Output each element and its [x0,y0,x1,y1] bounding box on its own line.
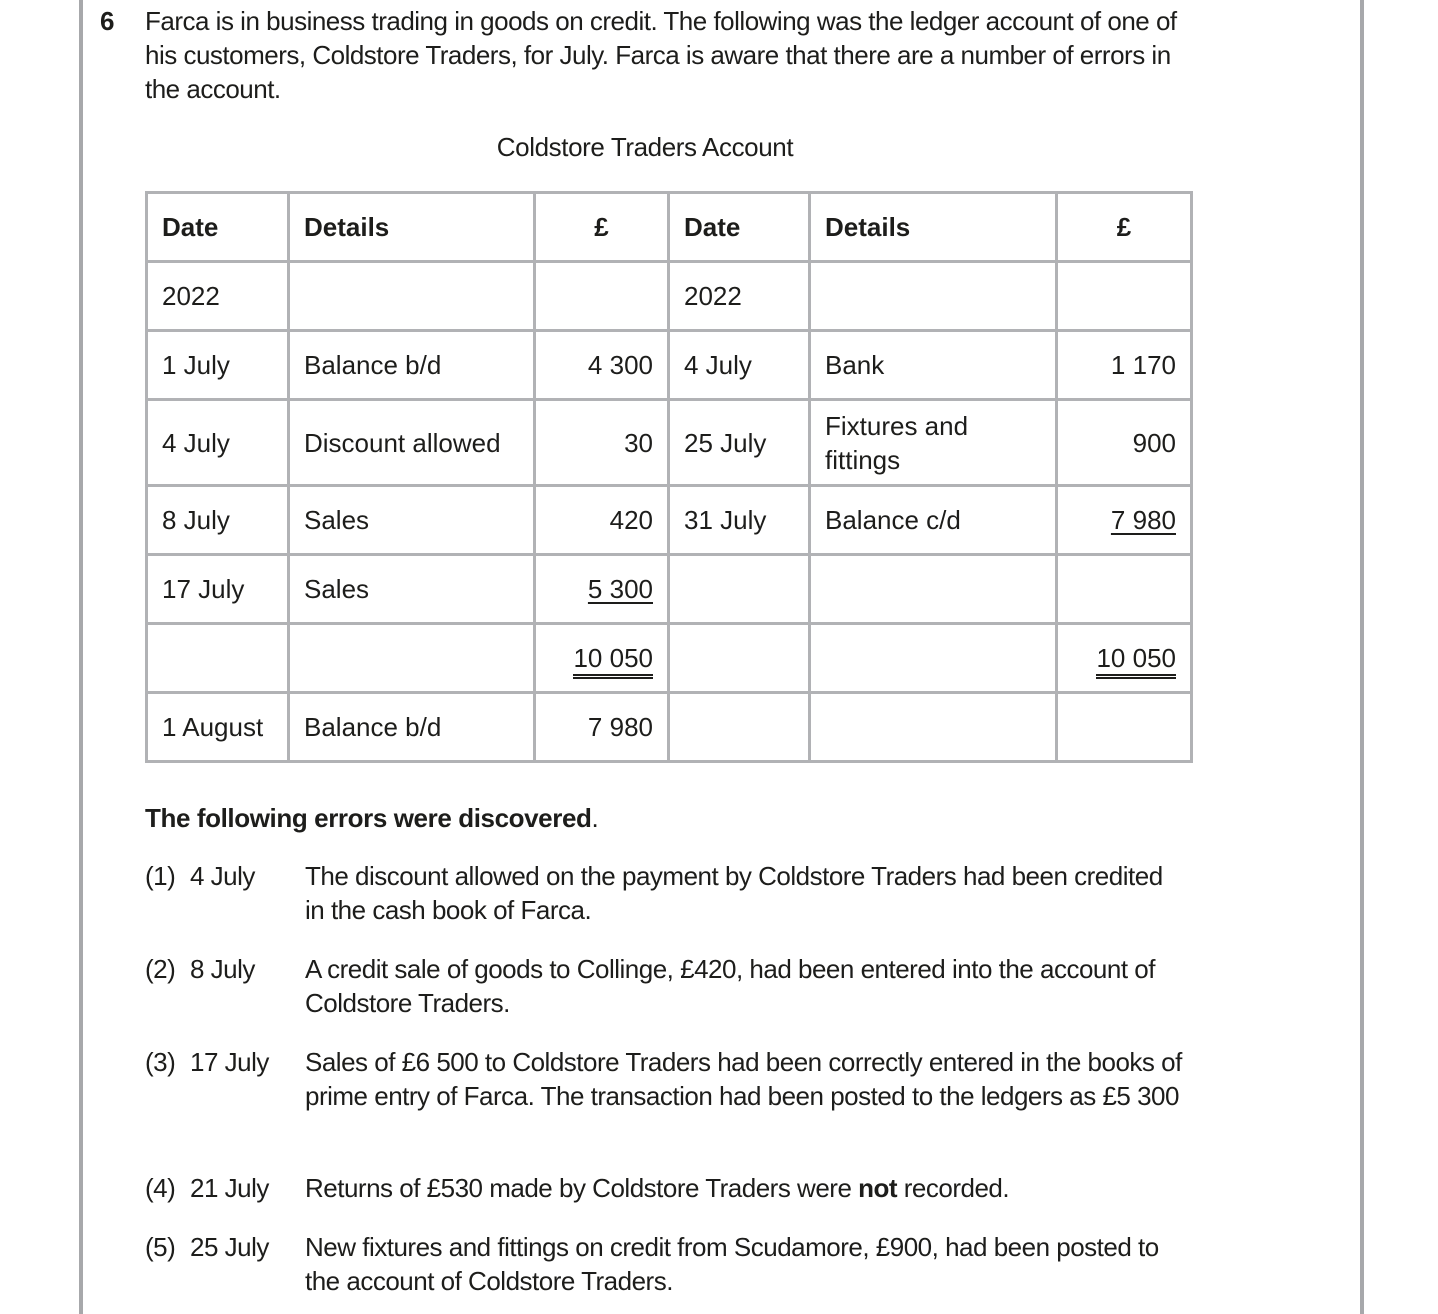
date-debit: 17 July [147,555,289,624]
error-text: A credit sale of goods to Collinge, £420, had been entered into the account of Coldstore Traders. [305,954,1155,1018]
header-date-credit: Date [669,193,810,262]
error-text-emphasis: not [858,1173,898,1203]
error-date: 17 July [190,1047,269,1077]
page-border-right [1360,0,1364,1314]
date-credit: 2022 [669,262,810,331]
amount-debit: 420 [535,486,669,555]
header-details-credit: Details [810,193,1057,262]
error-number: (2) [145,954,176,984]
amount-debit: 4 300 [535,331,669,400]
error-date: 21 July [190,1173,269,1203]
details-debit [289,262,535,331]
error-date: 8 July [190,954,255,984]
details-credit [810,624,1057,693]
date-debit: 1 August [147,693,289,762]
errors-heading-bold: The following errors were discovered [145,803,592,833]
question-intro: Farca is in business trading in goods on credit. The following was the ledger account of one of his customers, Coldstore Traders, for July. Farca is aware that there are a number of errors in the account. [145,6,1177,104]
date-credit [669,624,810,693]
error-text-before: Returns of £530 made by Coldstore Traders were [305,1173,859,1203]
error-text [305,1171,1185,1205]
error-text: New fixtures and fittings on credit from Scudamore, £900, had been posted to the account of Coldstore Traders. [305,1232,1159,1296]
details-credit: Balance c/d [810,486,1057,555]
total-debit-double-underlined: 10 050 [573,643,653,679]
amount-debit [535,555,669,624]
date-debit [147,624,289,693]
table-row [147,262,1192,331]
error-date: 4 July [190,861,255,891]
errors-heading [145,801,598,835]
details-debit: Balance b/d [289,331,535,400]
details-credit [810,555,1057,624]
error-number: (3) [145,1047,176,1077]
header-details-debit: Details [289,193,535,262]
error-text-after: recorded. [897,1173,1010,1203]
amount-debit-underlined: 5 300 [587,574,653,604]
details-credit [810,262,1057,331]
header-amount-debit: £ [535,193,669,262]
amount-credit [1057,693,1192,762]
errors-heading-end: . [591,803,599,833]
table-row [147,486,1192,555]
table-row-totals [147,624,1192,693]
date-debit: 8 July [147,486,289,555]
table-header-row [147,193,1192,262]
details-debit [289,624,535,693]
header-amount-credit: £ [1057,193,1192,262]
question-number: 6 [100,6,115,36]
error-number: (1) [145,861,176,891]
amount-credit [1057,486,1192,555]
date-debit: 4 July [147,400,289,486]
date-credit: 25 July [669,400,810,486]
details-debit: Sales [289,555,535,624]
amount-debit: 30 [535,400,669,486]
amount-credit: 900 [1057,400,1192,486]
details-credit [810,693,1057,762]
details-credit: Bank [810,331,1057,400]
table-row [147,555,1192,624]
details-debit: Discount allowed [289,400,535,486]
date-credit [669,555,810,624]
details-debit: Balance b/d [289,693,535,762]
amount-credit [1057,262,1192,331]
total-credit [1057,624,1192,693]
amount-credit-underlined: 7 980 [1110,505,1176,535]
amount-debit: 7 980 [535,693,669,762]
date-credit: 31 July [669,486,810,555]
error-number: (5) [145,1232,176,1262]
details-credit: Fixtures and fittings [810,400,1057,486]
amount-credit: 1 170 [1057,331,1192,400]
date-credit [669,693,810,762]
ledger-table [145,191,1193,763]
amount-debit [535,262,669,331]
date-debit: 1 July [147,331,289,400]
date-debit: 2022 [147,262,289,331]
table-row [147,400,1192,486]
table-row [147,331,1192,400]
page-border-left [79,0,83,1314]
table-row [147,693,1192,762]
amount-credit [1057,555,1192,624]
header-date-debit: Date [147,193,289,262]
total-credit-double-underlined: 10 050 [1096,643,1176,679]
date-credit: 4 July [669,331,810,400]
error-date: 25 July [190,1232,269,1262]
error-text: Sales of £6 500 to Coldstore Traders had been correctly entered in the books of prime entry of Farca. The transaction had been posted to the ledgers as £5 300 [305,1047,1182,1111]
details-debit: Sales [289,486,535,555]
error-text: The discount allowed on the payment by Coldstore Traders had been credited in the cash book of Farca. [305,861,1163,925]
error-number: (4) [145,1173,176,1203]
total-debit [535,624,669,693]
account-title: Coldstore Traders Account [496,132,794,162]
